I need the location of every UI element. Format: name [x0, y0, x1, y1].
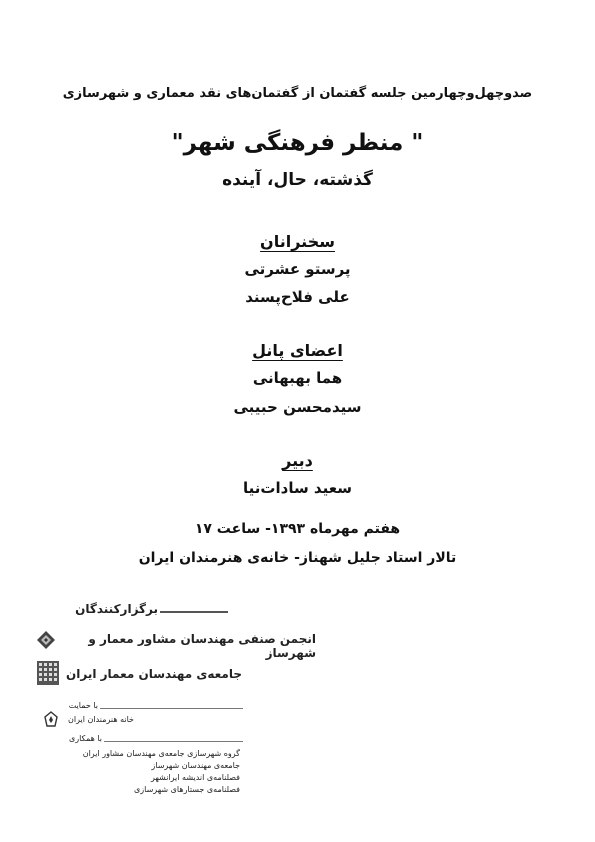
collaborators-list — [60, 748, 240, 796]
engineers-association-logo — [36, 630, 56, 650]
artists-house-logo — [44, 711, 58, 727]
collaboration-heading: با همکاری — [68, 734, 102, 743]
collaboration-rule — [104, 741, 243, 742]
organizer-name: جامعه‌ی مهندسان معمار ایران — [66, 667, 242, 681]
event-venue: تالار استاد جلیل شهناز- خانه‌ی هنرمندان ایران — [138, 550, 457, 566]
panel-member-name: سیدمحسن حبیبی — [233, 398, 362, 416]
panel-heading: اعضای پانل — [252, 341, 343, 360]
event-date-time: هفتم مهرماه ۱۳۹۳- ساعت ۱۷ — [194, 521, 401, 537]
organizer-name: انجمن صنفی مهندسان مشاور معمار و شهرساز — [88, 632, 316, 660]
series-line: صدوچهل‌وچهارمین جلسه گفتمان از گفتمان‌های نقد معماری و شهرسازی — [62, 86, 533, 101]
moderator-name: سعید سادات‌نیا — [243, 479, 352, 497]
collaborator-name: جامعه‌ی مهندسان شهرساز — [151, 761, 240, 770]
organizers-rule — [160, 611, 228, 613]
support-rule — [100, 708, 243, 709]
speaker-name: علی فلاح‌پسند — [245, 288, 350, 306]
event-title: " منظر فرهنگی شهر" — [171, 130, 424, 156]
collaborator-name: گروه شهرسازی جامعه‌ی مهندسان مشاور ایران — [82, 749, 240, 758]
speakers-heading: سخنرانان — [260, 232, 335, 251]
panel-member-name: هما بهبهانی — [252, 369, 343, 387]
event-subtitle: گذشته، حال، آینده — [222, 170, 373, 190]
organizers-heading: برگزارکنندگان — [75, 602, 158, 616]
collaborator-name: فصلنامه‌ی جستارهای شهرسازی — [134, 785, 240, 794]
support-heading: با حمایت — [68, 701, 98, 710]
collaborator-name: فصلنامه‌ی اندیشه ایرانشهر — [150, 773, 240, 782]
moderator-heading: دبیر — [282, 451, 313, 470]
support-organization: خانه هنرمندان ایران — [68, 715, 134, 724]
speaker-name: پرستو عشرتی — [244, 260, 351, 278]
architects-society-logo — [37, 661, 59, 685]
